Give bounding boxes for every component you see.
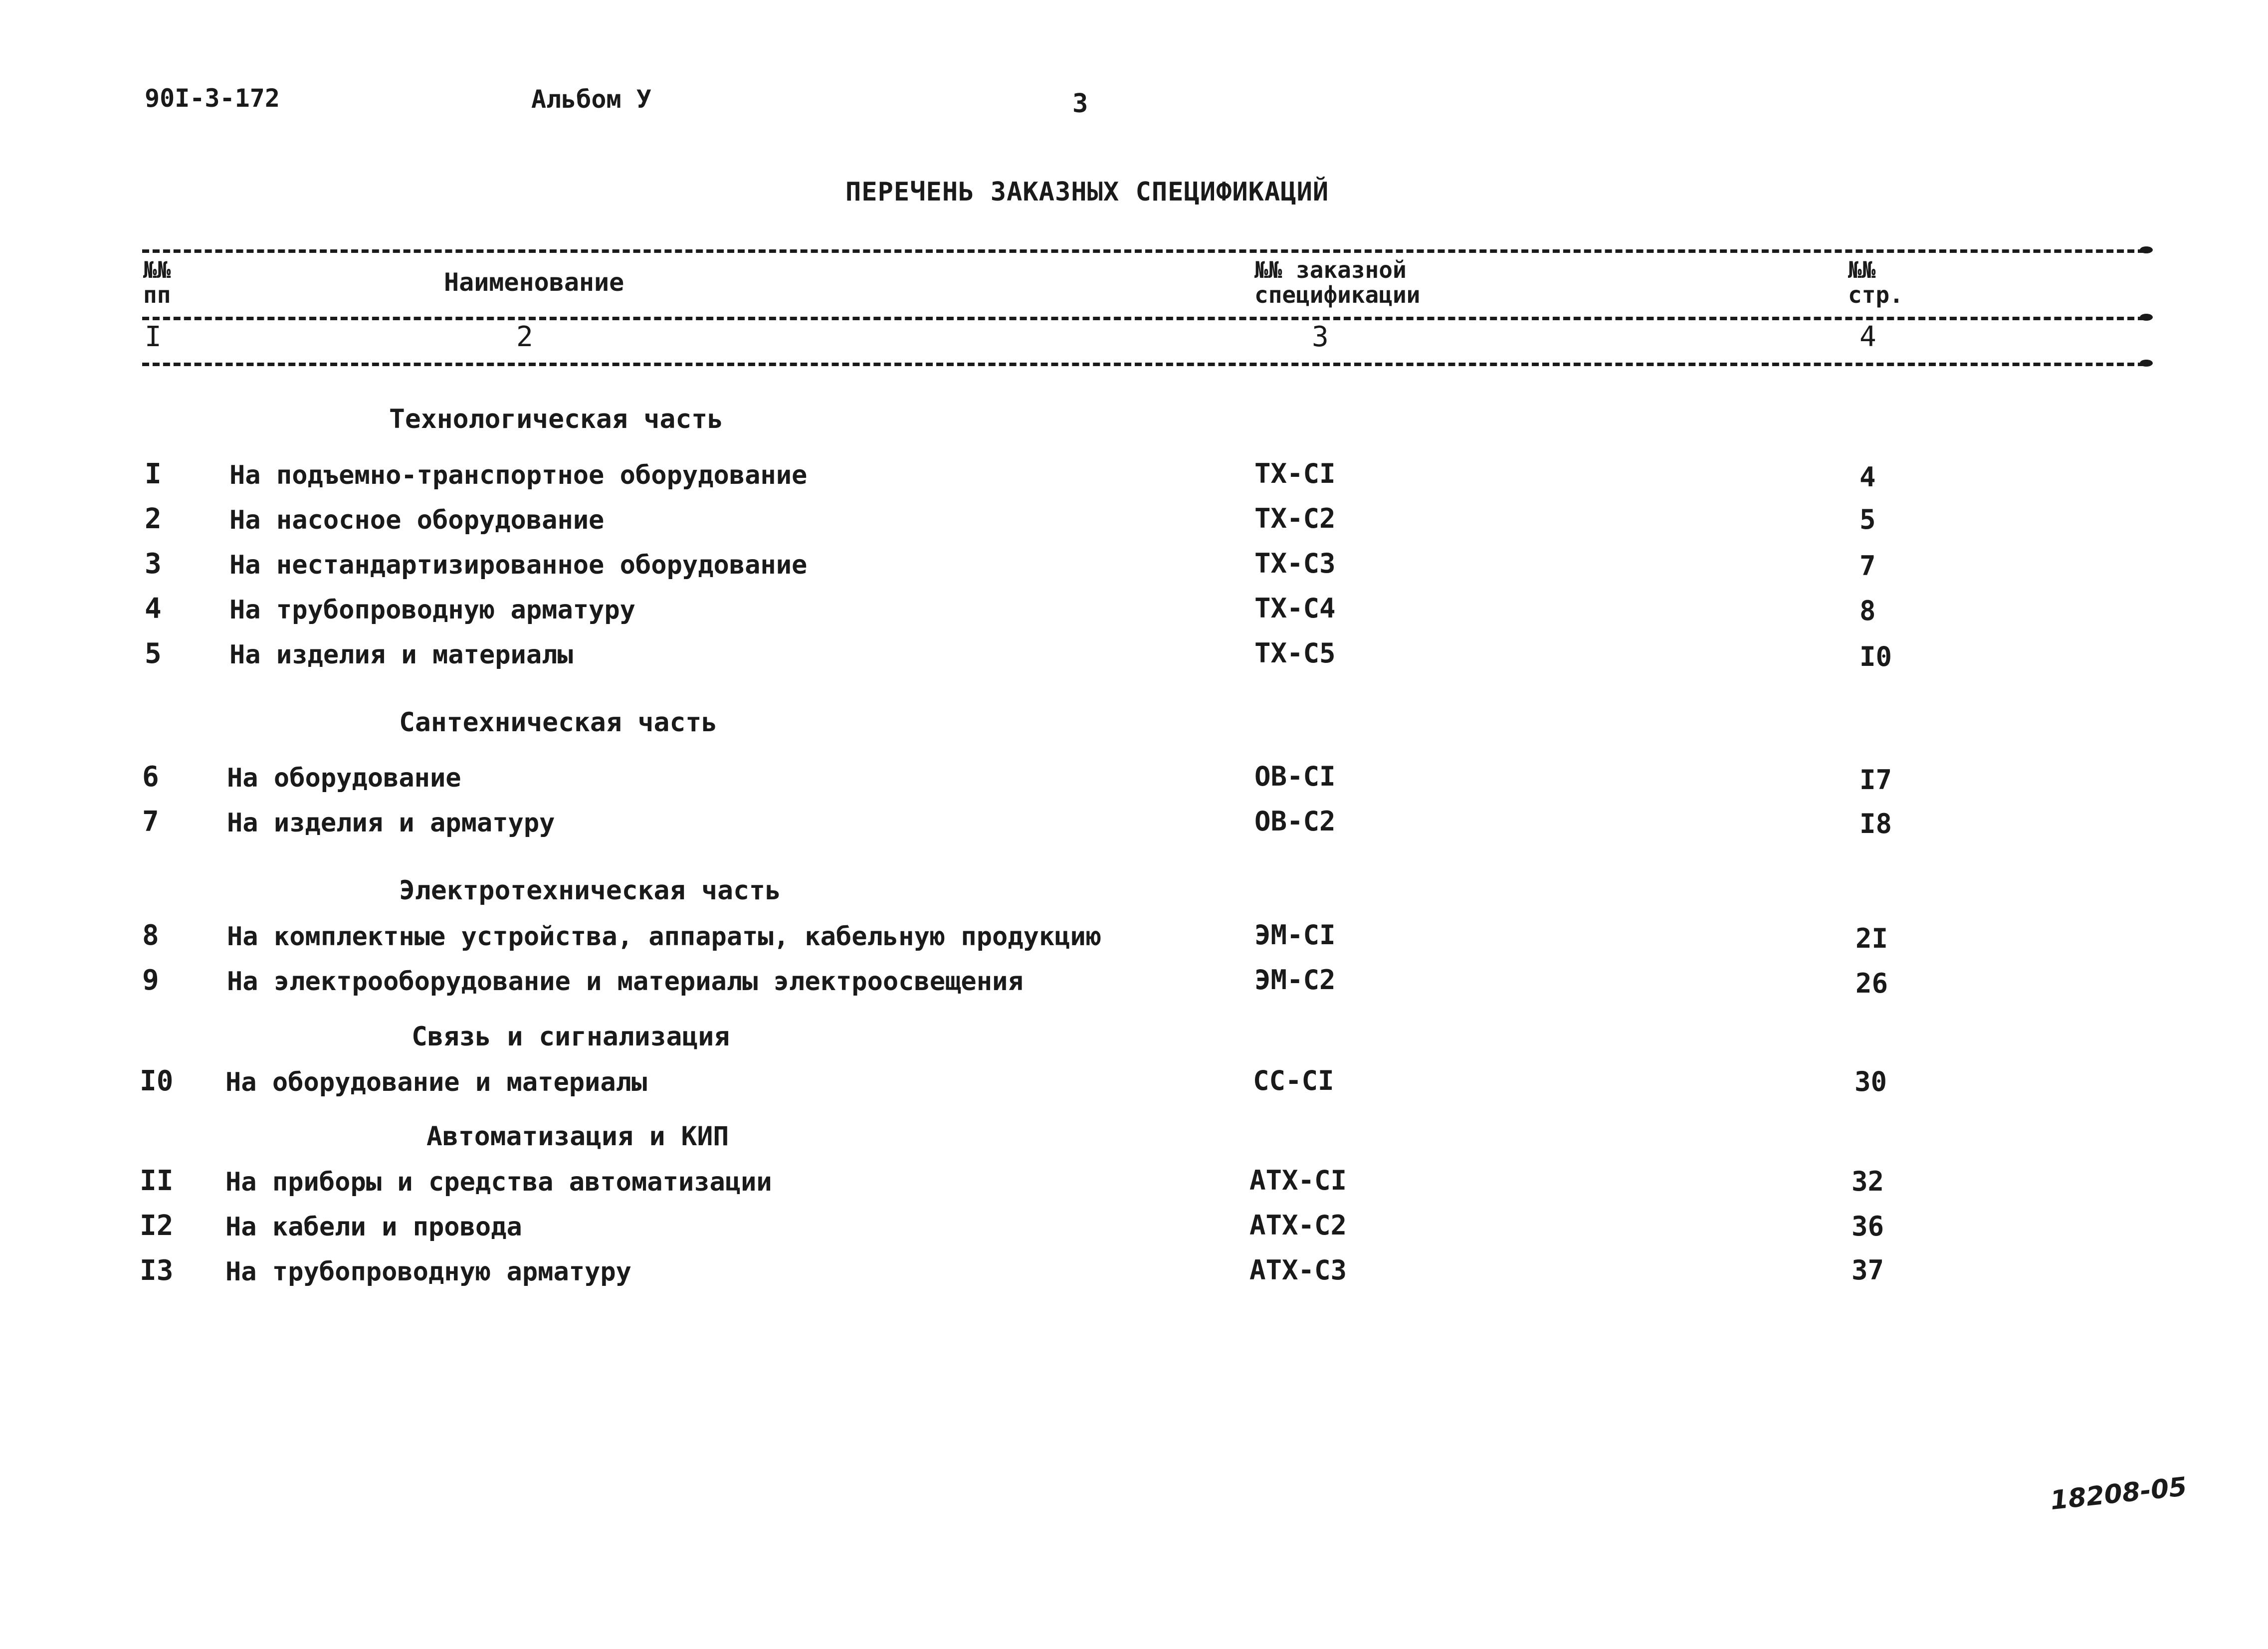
row-number: I3 <box>140 1254 174 1287</box>
row-number: I <box>145 458 162 490</box>
row-number: I2 <box>140 1210 174 1242</box>
row-number: I0 <box>140 1065 174 1097</box>
section-title: Сантехническая часть <box>399 707 718 738</box>
row-number: 6 <box>142 761 159 793</box>
row-number: 8 <box>142 919 159 952</box>
row-spec-code: АТХ-С2 <box>1249 1210 1347 1241</box>
row-spec-code: ЭМ-С2 <box>1254 964 1336 996</box>
rule-bottom-end <box>2140 360 2153 367</box>
row-page: 5 <box>1859 504 1876 535</box>
row-number: 4 <box>145 593 162 625</box>
row-name: На трубопроводную арматуру <box>225 1257 631 1287</box>
row-page: 36 <box>1852 1211 1884 1242</box>
row-name: На комплектные устройства, аппараты, кабельную продукцию <box>227 922 1102 952</box>
rule-mid <box>142 317 2145 320</box>
row-spec-code: ТХ-С5 <box>1254 637 1336 669</box>
rule-mid-end <box>2140 314 2153 321</box>
row-name: На приборы и средства автоматизации <box>225 1167 772 1197</box>
row-spec-code: ТХ-С3 <box>1254 548 1336 579</box>
col-page-header-line2: стр. <box>1848 281 1903 308</box>
row-spec-code: ТХ-СI <box>1254 458 1336 489</box>
row-page: 37 <box>1852 1254 1884 1286</box>
row-page: I0 <box>1859 641 1892 672</box>
rule-bottom <box>142 363 2145 366</box>
row-spec-code: АТХ-СI <box>1249 1165 1347 1196</box>
row-spec-code: ОВ-СI <box>1254 761 1336 792</box>
row-page: 26 <box>1856 968 1888 999</box>
row-name: На кабели и провода <box>225 1212 522 1242</box>
row-name: На электрооборудование и материалы электроосвещения <box>227 967 1024 997</box>
row-number: 7 <box>142 806 159 838</box>
row-page: 2I <box>1856 923 1888 954</box>
row-name: На изделия и арматуру <box>227 808 555 838</box>
page-title: ПЕРЕЧЕНЬ ЗАКАЗНЫХ СПЕЦИФИКАЦИЙ <box>845 177 1329 207</box>
row-spec-code: ТХ-С4 <box>1254 593 1336 624</box>
row-name: На подъемно-транспортное оборудование <box>229 460 808 490</box>
row-page: 32 <box>1852 1166 1884 1197</box>
section-title: Автоматизация и КИП <box>426 1121 729 1152</box>
row-page: 8 <box>1859 595 1876 626</box>
row-name: На нестандартизированное оборудование <box>229 550 808 580</box>
col-index-4: 4 <box>1859 321 1876 353</box>
row-name: На насосное оборудование <box>229 505 605 535</box>
row-spec-code: ОВ-С2 <box>1254 806 1336 837</box>
rule-top <box>142 249 2145 253</box>
col-index-2: 2 <box>516 321 533 353</box>
col-num-header-line1: №№ <box>143 256 171 283</box>
row-number: 3 <box>145 548 162 580</box>
row-name: На трубопроводную арматуру <box>229 595 635 625</box>
row-name: На оборудование <box>227 763 461 793</box>
row-page: 7 <box>1859 550 1876 582</box>
row-page: I7 <box>1859 764 1892 796</box>
row-spec-code: АТХ-С3 <box>1249 1254 1347 1286</box>
row-spec-code: СС-СI <box>1253 1065 1334 1096</box>
col-num-header-line2: пп <box>143 281 171 308</box>
rule-top-end <box>2140 246 2153 253</box>
col-page-header-line1: №№ <box>1848 256 1876 283</box>
inventory-stamp: 18208-05 <box>2049 1471 2189 1516</box>
row-spec-code: ЭМ-СI <box>1254 919 1336 951</box>
row-number: 5 <box>145 637 162 670</box>
section-title: Электротехническая часть <box>399 875 781 906</box>
row-name: На оборудование и материалы <box>225 1067 647 1097</box>
row-number: 9 <box>142 964 159 997</box>
col-index-1: I <box>145 321 162 353</box>
col-index-3: 3 <box>1312 321 1329 353</box>
col-name-header: Наименование <box>444 268 624 297</box>
section-title: Технологическая часть <box>389 404 724 434</box>
row-page: I8 <box>1859 808 1892 839</box>
row-page: 30 <box>1855 1066 1887 1097</box>
col-spec-header-line2: спецификации <box>1254 281 1421 308</box>
row-number: 2 <box>145 503 162 535</box>
row-page: 4 <box>1859 461 1876 493</box>
row-spec-code: ТХ-С2 <box>1254 503 1336 534</box>
album-label: Альбом У <box>531 85 651 114</box>
document-code: 90I-3-172 <box>145 84 280 113</box>
page-number: 3 <box>1072 89 1088 119</box>
section-title: Связь и сигнализация <box>412 1022 730 1052</box>
row-number: II <box>140 1165 174 1197</box>
col-spec-header-line1: №№ заказной <box>1254 256 1407 283</box>
row-name: На изделия и материалы <box>229 640 573 670</box>
